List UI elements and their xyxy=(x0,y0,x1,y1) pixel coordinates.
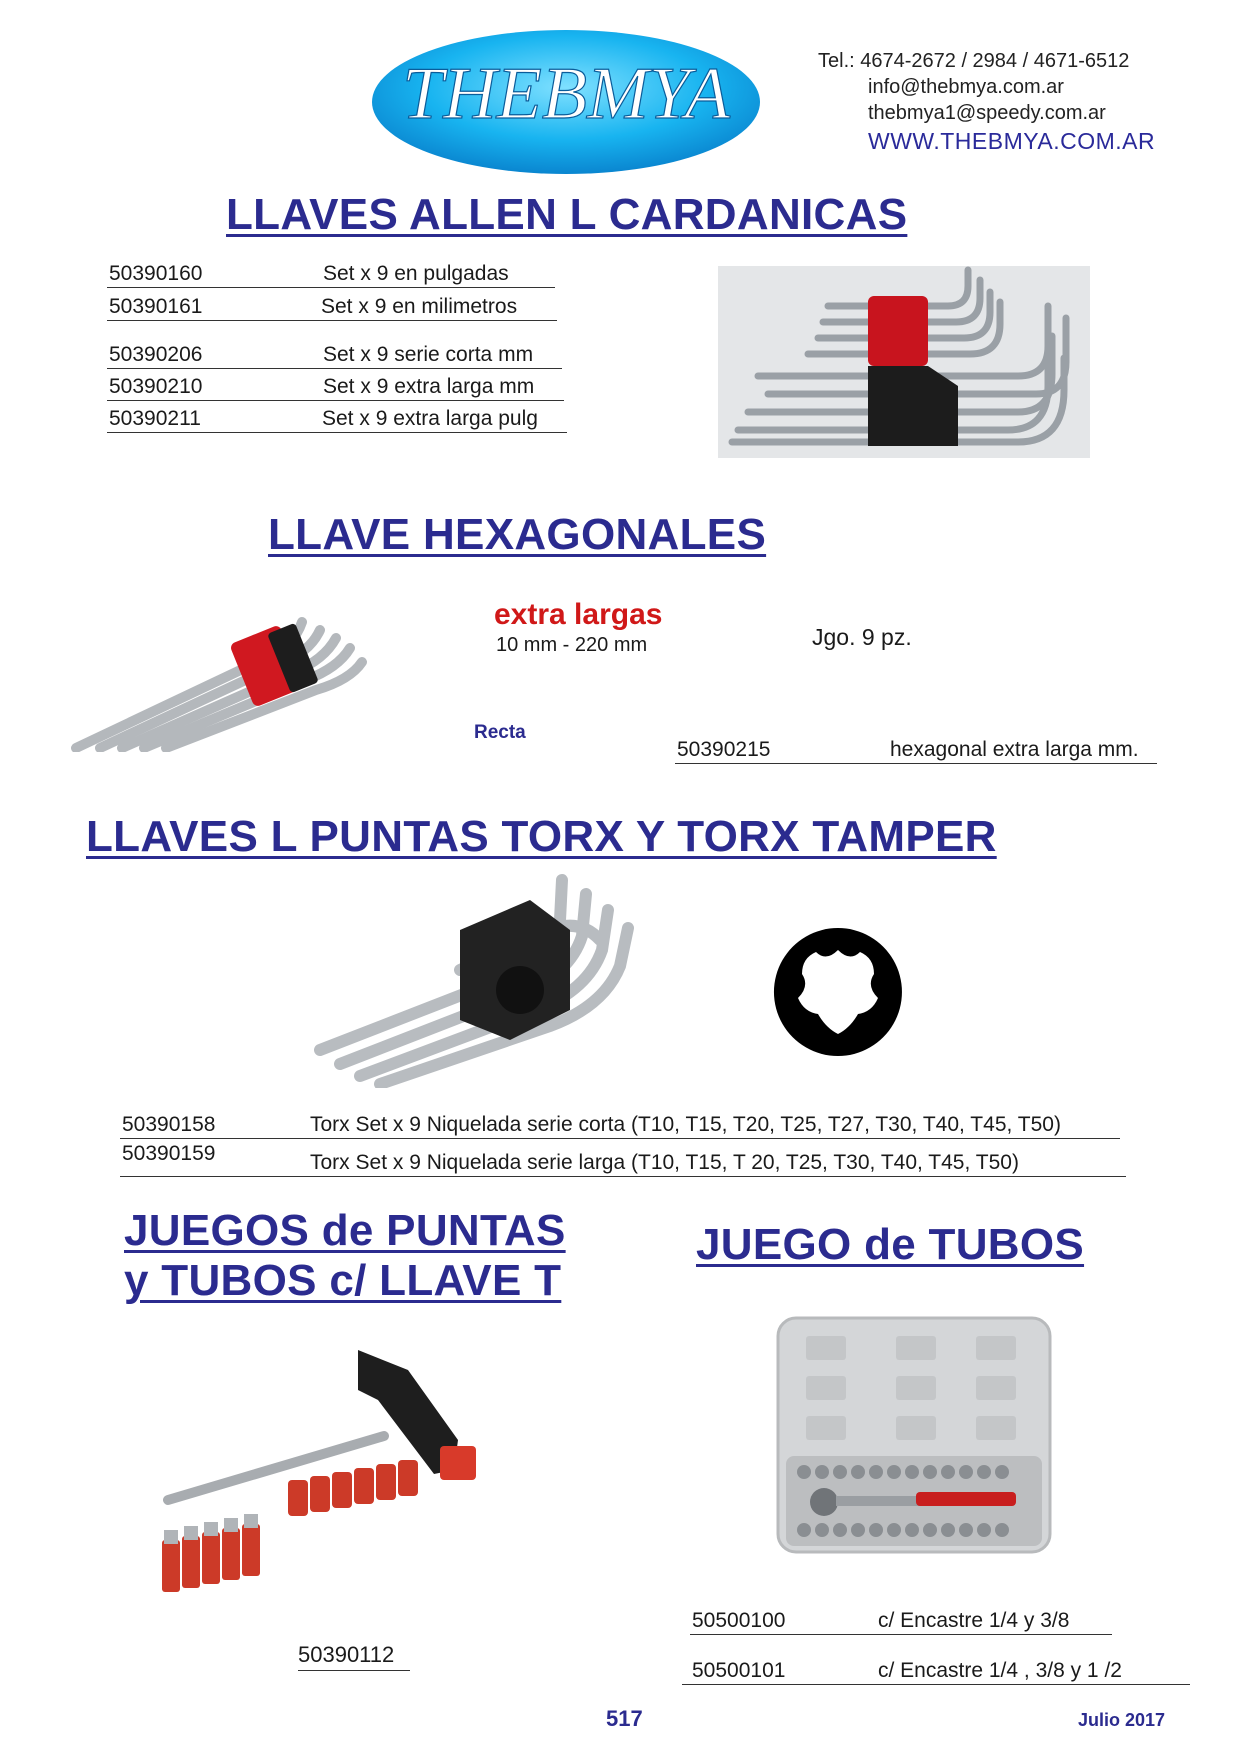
allen-wrench-set-photo xyxy=(718,266,1090,458)
hex-wrench-set-photo xyxy=(70,602,368,752)
allen-row xyxy=(107,259,555,288)
item-code: 50390158 xyxy=(122,1113,216,1136)
item-desc: Set x 9 serie corta mm xyxy=(323,343,534,366)
item-code: 50390161 xyxy=(109,295,203,318)
item-code: 50390211 xyxy=(109,407,201,430)
thebmya-logo xyxy=(370,28,762,176)
torx-tamper-profile-icon xyxy=(770,928,906,1056)
item-code: 50390210 xyxy=(109,375,203,398)
allen-row xyxy=(107,372,564,401)
item-code: 50390159 xyxy=(122,1142,216,1165)
allen-row xyxy=(107,340,562,369)
puntas-code: 50390112 xyxy=(298,1642,410,1671)
item-code: 50500101 xyxy=(692,1659,786,1682)
hex-row xyxy=(675,735,1157,764)
section-title-puntas-line1: JUEGOS de PUNTAS xyxy=(124,1206,566,1255)
torx-row xyxy=(120,1110,1120,1139)
page-date: Julio 2017 xyxy=(1078,1710,1166,1730)
torx-row xyxy=(120,1142,1126,1177)
item-desc: c/ Encastre 1/4 , 3/8 y 1 /2 xyxy=(878,1659,1122,1682)
item-code: 50390160 xyxy=(109,262,203,285)
item-desc: Set x 9 extra larga mm xyxy=(323,375,535,398)
svg-text:THEBMYA: THEBMYA xyxy=(402,53,730,135)
hex-extra-largas: extra largas xyxy=(494,598,663,631)
item-desc: Set x 9 en pulgadas xyxy=(323,262,509,285)
allen-row xyxy=(107,292,557,321)
hex-recta-label: Recta xyxy=(474,722,526,743)
allen-row xyxy=(107,404,567,433)
section-title-torx: LLAVES L PUNTAS TORX Y TORX TAMPER xyxy=(86,812,997,861)
item-desc: Torx Set x 9 Niquelada serie corta (T10, T15, T20, T25, T27, T30, T40, T45, T50) xyxy=(310,1113,1061,1136)
item-code: 50390206 xyxy=(109,343,203,366)
item-code: 50500100 xyxy=(692,1609,786,1632)
torx-wrench-set-photo xyxy=(310,870,680,1088)
section-title-tubos: JUEGO de TUBOS xyxy=(696,1220,1085,1269)
section-title-hex: LLAVE HEXAGONALES xyxy=(268,510,767,559)
header-tel: Tel.: 4674-2672 / 2984 / 4671-6512 xyxy=(818,50,1130,72)
header-email-info[interactable]: info@thebmya.com.ar xyxy=(868,76,1064,98)
section-title-puntas-line2: y TUBOS c/ LLAVE T xyxy=(124,1256,562,1305)
section-title-allen: LLAVES ALLEN L CARDANICAS xyxy=(226,190,908,239)
tubos-row xyxy=(682,1656,1190,1685)
socket-set-case-photo xyxy=(776,1316,1052,1554)
hex-set-pieces: Jgo. 9 pz. xyxy=(812,624,912,650)
item-desc: Torx Set x 9 Niquelada serie larga (T10, T15, T 20, T25, T30, T40, T45, T50) xyxy=(310,1151,1019,1174)
item-desc: hexagonal extra larga mm. xyxy=(890,738,1139,761)
item-desc: Set x 9 en milimetros xyxy=(321,295,518,318)
t-handle-bit-set-photo xyxy=(158,1340,480,1598)
item-code: 50390215 xyxy=(677,738,771,761)
header-website[interactable]: WWW.THEBMYA.COM.AR xyxy=(868,128,1156,154)
item-desc: c/ Encastre 1/4 y 3/8 xyxy=(878,1609,1070,1632)
item-desc: Set x 9 extra larga pulg xyxy=(322,407,538,430)
header-email-speedy[interactable]: thebmya1@speedy.com.ar xyxy=(868,102,1106,124)
page-number: 517 xyxy=(606,1706,643,1731)
tubos-row xyxy=(690,1606,1112,1635)
hex-range: 10 mm - 220 mm xyxy=(496,634,648,656)
